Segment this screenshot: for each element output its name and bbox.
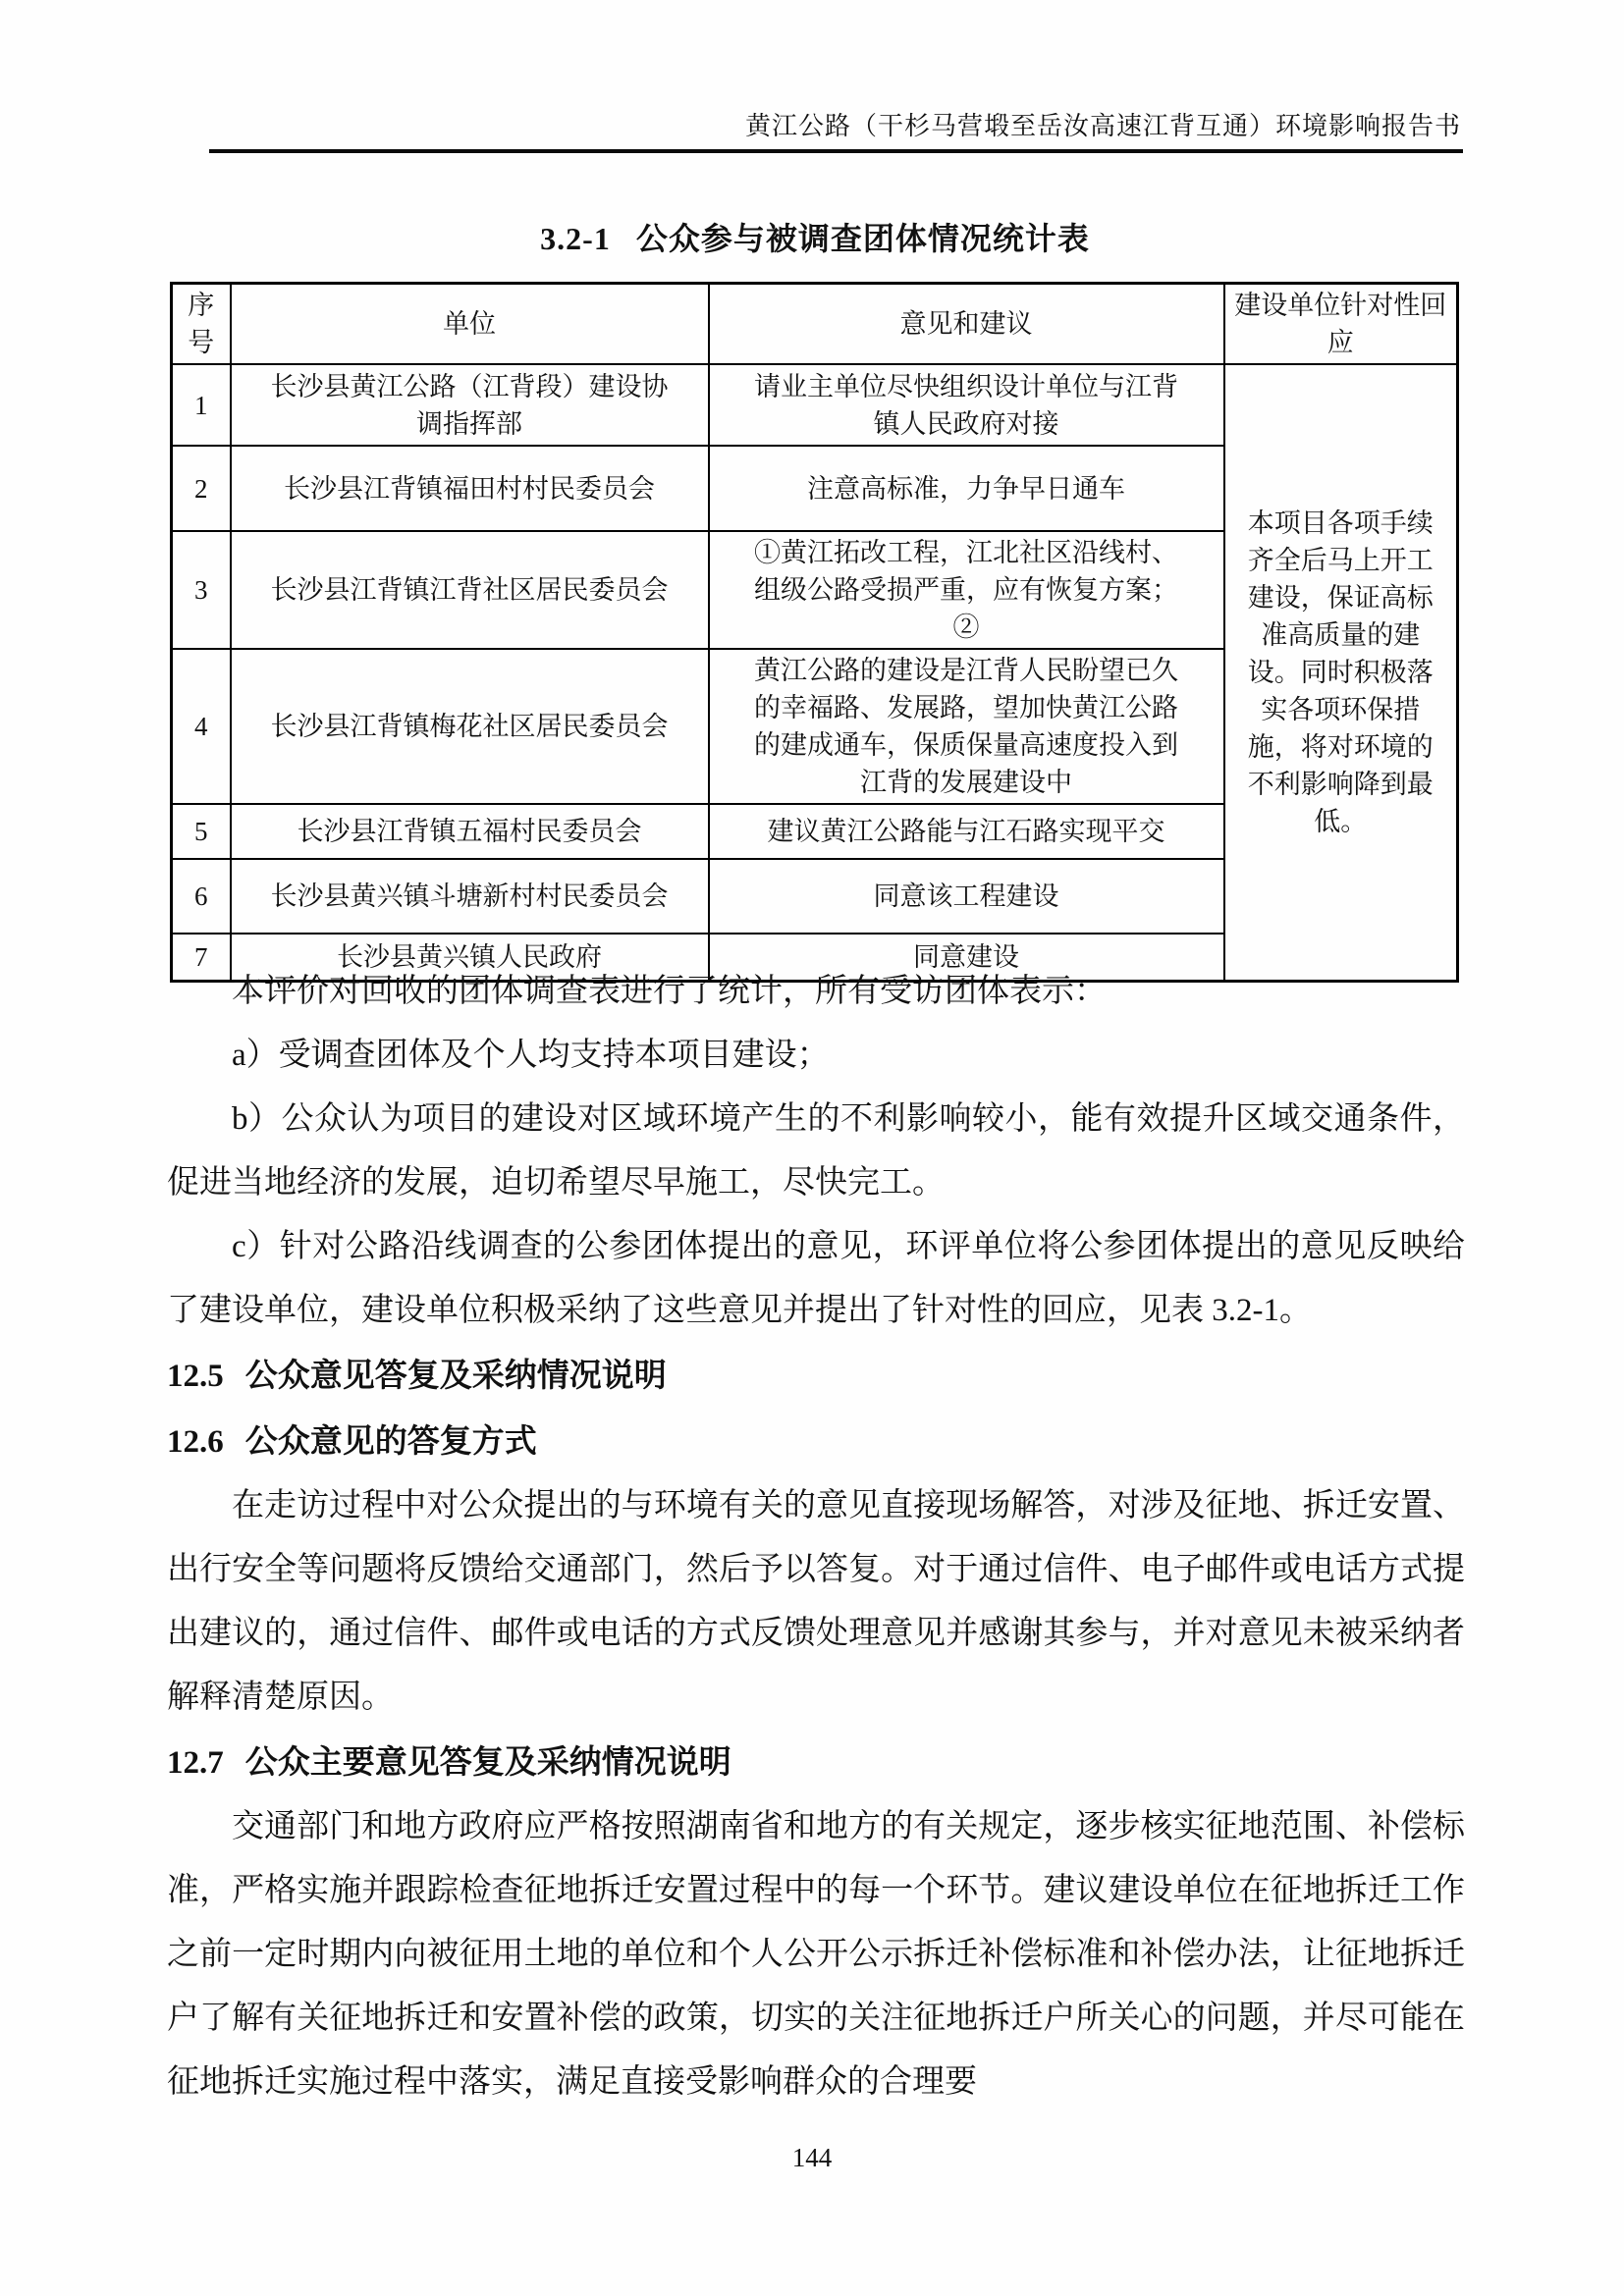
unit-cell: 长沙县黄江公路（江背段）建设协调指挥部 [231, 364, 709, 446]
section-title: 公众意见的答复方式 [244, 1422, 537, 1459]
opinion-cell: 同意该工程建设 [709, 859, 1224, 934]
unit-cell: 长沙县江背镇五福村民委员会 [231, 804, 709, 859]
response-merged-cell: 本项目各项手续齐全后马上开工建设，保证高标准高质量的建设。同时积极落实各项环保措施，将对环境的不利影响降到最低。 [1224, 364, 1458, 981]
col-header-no: 序号 [172, 284, 231, 365]
row-no: 2 [172, 446, 231, 531]
paragraph-12-7: 交通部门和地方政府应严格按照湖南省和地方的有关规定，逐步核实征地范围、补偿标准，严格实施并跟踪检查征地拆迁安置过程中的每一个环节。建议建设单位在征地拆迁工作之前一定时期内向被征用土地的单位和个人公开公示拆迁补偿标准和补偿办法，让征地拆迁户了解有关征地拆迁和安置补偿的政策，切实的关注征地拆迁户所关心的问题，并尽可能在征地拆迁实施过程中落实，满足直接受影响群众的合理要 [167, 1809, 1465, 2100]
row-no: 3 [172, 531, 231, 649]
row-no: 7 [172, 934, 231, 981]
opinion-cell: ①黄江拓改工程，江北社区沿线村、组级公路受损严重，应有恢复方案；② [709, 531, 1224, 649]
paragraph-intro: 本评价对回收的团体调查表进行了统计，所有受访团体表示： [232, 974, 1107, 1009]
unit-cell: 长沙县黄兴镇人民政府 [231, 934, 709, 981]
header-divider [209, 149, 1463, 153]
col-header-unit: 单位 [231, 284, 709, 365]
table-caption [167, 214, 1463, 259]
section-title: 公众主要意见答复及采纳情况说明 [244, 1743, 731, 1780]
section-number: 12.7 [167, 1745, 224, 1781]
opinion-cell: 黄江公路的建设是江背人民盼望已久的幸福路、发展路，望加快黄江公路的建成通车，保质保量高速度投入到江背的发展建设中 [709, 649, 1224, 804]
opinion-cell: 同意建设 [709, 934, 1224, 981]
section-title: 公众意见答复及采纳情况说明 [244, 1357, 667, 1393]
body-text [167, 960, 1465, 2114]
table-caption-text: 公众参与被调查团体情况统计表 [635, 221, 1090, 256]
unit-cell: 长沙县江背镇福田村村民委员会 [231, 446, 709, 531]
row-no: 1 [172, 364, 231, 446]
section-heading-12-6 [167, 1409, 1465, 1474]
section-number: 12.5 [167, 1359, 224, 1394]
section-number: 12.6 [167, 1424, 224, 1460]
paragraph-item-c: c）针对公路沿线调查的公参团体提出的意见，环评单位将公参团体提出的意见反映给了建设单位，建设单位积极采纳了这些意见并提出了针对性的回应，见表 3.2-1。 [167, 1229, 1465, 1328]
survey-statistics-table [170, 282, 1459, 983]
paragraph-item-b: b）公众认为项目的建设对区域环境产生的不利影响较小，能有效提升区域交通条件，促进当地经济的发展，迫切希望尽早施工，尽快完工。 [167, 1101, 1465, 1201]
unit-cell: 长沙县江背镇梅花社区居民委员会 [231, 649, 709, 804]
table-caption-number: 3.2-1 [540, 221, 611, 256]
opinion-cell: 请业主单位尽快组织设计单位与江背镇人民政府对接 [709, 364, 1224, 446]
col-header-opinion: 意见和建议 [709, 284, 1224, 365]
paragraph-12-6: 在走访过程中对公众提出的与环境有关的意见直接现场解答，对涉及征地、拆迁安置、出行安全等问题将反馈给交通部门，然后予以答复。对于通过信件、电子邮件或电话方式提出建议的，通过信件、邮件或电话的方式反馈处理意见并感谢其参与，并对意见未被采纳者解释清楚原因。 [167, 1488, 1465, 1715]
running-header-title: 黄江公路（干杉马营塅至岳汝高速江背互通）环境影响报告书 [744, 112, 1461, 140]
paragraph-item-a: a）受调查团体及个人均支持本项目建设； [232, 1038, 830, 1073]
unit-cell: 长沙县江背镇江背社区居民委员会 [231, 531, 709, 649]
col-header-response: 建设单位针对性回应 [1224, 284, 1458, 365]
page-number: 144 [791, 2143, 833, 2172]
row-no: 4 [172, 649, 231, 804]
section-heading-12-5 [167, 1343, 1465, 1409]
table-row [172, 364, 1458, 446]
opinion-cell: 注意高标准，力争早日通车 [709, 446, 1224, 531]
section-heading-12-7 [167, 1730, 1465, 1795]
unit-cell: 长沙县黄兴镇斗塘新村村民委员会 [231, 859, 709, 934]
row-no: 6 [172, 859, 231, 934]
table-header-row [172, 284, 1458, 365]
row-no: 5 [172, 804, 231, 859]
opinion-cell: 建议黄江公路能与江石路实现平交 [709, 804, 1224, 859]
